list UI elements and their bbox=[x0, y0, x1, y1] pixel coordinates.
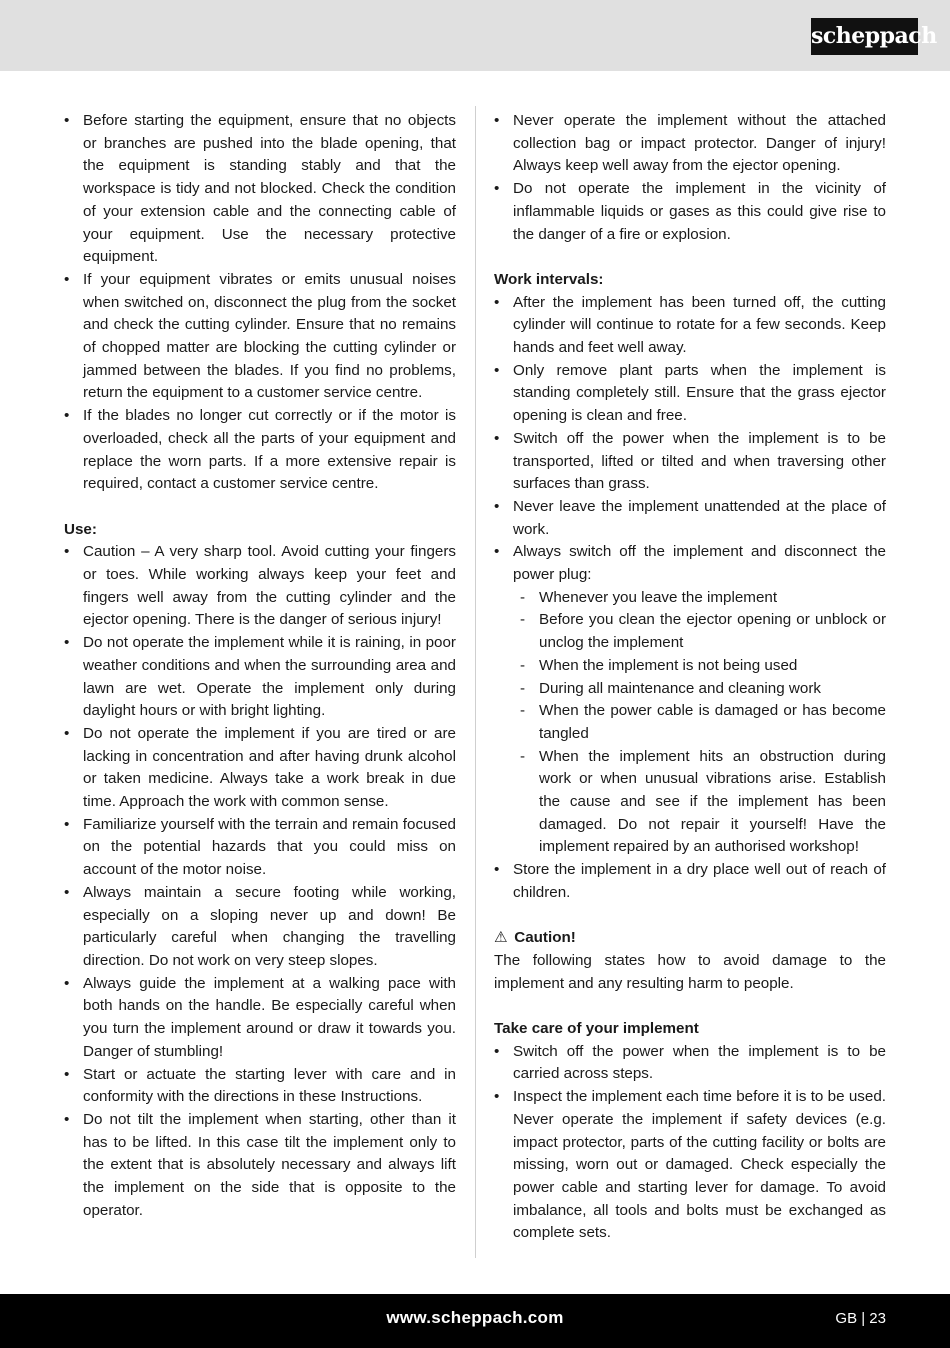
switch-off-item bbox=[494, 541, 886, 859]
list-item: • Never operate the implement without the attached collection bag or impact protector. Danger of injury! Always keep well away from the ejector opening. bbox=[494, 110, 886, 178]
right-column bbox=[494, 110, 886, 1245]
caution-text: The following states how to avoid damage to the implement and any resulting harm to people. bbox=[494, 951, 886, 992]
work-intervals-heading: Work intervals: bbox=[494, 270, 604, 288]
sub-list-item: - Before you clean the ejector opening or unblock or unclog the implement bbox=[513, 609, 886, 654]
sub-list-item: - When the implement hits an obstruction during work or when unusual vibrations arise. Establish the cause and see if the implement has been damaged. Do not repair it yourself! Have the implement repaired by an authorised workshop! bbox=[513, 746, 886, 860]
list-item: • Always maintain a secure footing while working, especially on a sloping never up and down! Be particularly careful when changing the travelling direction. Do not work on very steep slopes. bbox=[64, 882, 456, 973]
intro-list-right bbox=[494, 110, 886, 246]
list-item: • Do not tilt the implement when starting, other than it has to be lifted. In this case tilt the implement only to the extent that is absolutely necessary and always lift the implement on the side that is opposite to the operator. bbox=[64, 1109, 456, 1223]
intro-list-left bbox=[64, 110, 456, 496]
list-item: • After the implement has been turned off, the cutting cylinder will continue to rotate for a few seconds. Keep hands and feet well away. bbox=[494, 292, 886, 360]
scheppach-logo: scheppach bbox=[811, 18, 918, 55]
list-item: • Always guide the implement at a walking pace with both hands on the handle. Be especially careful when you turn the implement around or draw it towards you. Danger of stumbling! bbox=[64, 973, 456, 1064]
switch-off-sublist bbox=[513, 587, 886, 859]
list-item: • Switch off the power when the implement is to be transported, lifted or tilted and when traversing other surfaces than grass. bbox=[494, 428, 886, 496]
list-item: • Do not operate the implement while it is raining, in poor weather conditions and when the surrounding area and lawn are wet. Operate the implement only during daylight hours or with bright lighting. bbox=[64, 632, 456, 723]
list-item: • Caution – A very sharp tool. Avoid cutting your fingers or toes. While working always keep your feet and fingers well away from the cutting cylinder and the ejector opening. There is the danger of serious injury! bbox=[64, 541, 456, 632]
sub-list-item: - When the power cable is damaged or has become tangled bbox=[513, 700, 886, 745]
sub-list-item: - When the implement is not being used bbox=[513, 655, 886, 678]
warning-triangle-icon: ⚠ bbox=[494, 929, 508, 947]
list-item: • Store the implement in a dry place well out of reach of children. bbox=[494, 859, 886, 904]
footer-bar bbox=[0, 1294, 950, 1348]
list-item: • Start or actuate the starting lever with care and in conformity with the directions in these Instructions. bbox=[64, 1064, 456, 1109]
list-item: • Inspect the implement each time before it is to be used. Never operate the implement if safety devices (e.g. impact protector, parts of the cutting facility or bolts are missing, worn out or damaged. Check especially the power cable and starting lever for damage. To avoid imbalance, all tools and bolts must be exchanged as complete sets. bbox=[494, 1086, 886, 1245]
list-item: • Do not operate the implement if you are tired or are lacking in concentration and after having drunk alcohol or taken medicine. Always take a work break in due time. Approach the work with common sense. bbox=[64, 723, 456, 814]
list-item: • Switch off the power when the implement is to be carried across steps. bbox=[494, 1041, 886, 1086]
sub-list-item: - During all maintenance and cleaning work bbox=[513, 678, 886, 701]
header-band bbox=[0, 0, 950, 71]
page-number: GB | 23 bbox=[835, 1310, 886, 1327]
footer-url: www.scheppach.com bbox=[386, 1308, 564, 1327]
list-item: • If the blades no longer cut correctly or if the motor is overloaded, check all the parts of your equipment and replace the worn parts. If a more extensive repair is required, contact a customer service centre. bbox=[64, 405, 456, 496]
left-column bbox=[64, 110, 456, 1222]
list-item: • Only remove plant parts when the implement is standing completely still. Ensure that the grass ejector opening is clean and free. bbox=[494, 360, 886, 428]
switch-off-text: Always switch off the implement and disconnect the power plug: bbox=[513, 543, 886, 584]
list-item: • Familiarize yourself with the terrain and remain focused on the potential hazards that you could miss on account of the motor noise. bbox=[64, 814, 456, 882]
column-divider bbox=[475, 106, 476, 1258]
care-list bbox=[494, 1041, 886, 1245]
use-heading: Use: bbox=[64, 520, 97, 538]
work-intervals-list bbox=[494, 292, 886, 905]
caution-label: Caution! bbox=[514, 929, 576, 947]
caution-heading bbox=[494, 927, 886, 950]
sub-list-item: - Whenever you leave the implement bbox=[513, 587, 886, 610]
care-heading: Take care of your implement bbox=[494, 1020, 699, 1038]
list-item: • Never leave the implement unattended at the place of work. bbox=[494, 496, 886, 541]
list-item: • Before starting the equipment, ensure that no objects or branches are pushed into the blade opening, that the equipment is standing stably and that the workspace is tidy and not blocked. Check the condition of your extension cable and the connecting cable of your equipment. Use the necessary protective equipment. bbox=[64, 110, 456, 269]
list-item: • Do not operate the implement in the vicinity of inflammable liquids or gases as this could give rise to the danger of a fire or explosion. bbox=[494, 178, 886, 246]
use-list bbox=[64, 541, 456, 1222]
list-item: • If your equipment vibrates or emits unusual noises when switched on, disconnect the plug from the socket and check the cutting cylinder. Ensure that no remains of chopped matter are blocking the cutting cylinder or jammed between the blades. If you find no problems, return the equipment to a customer service centre. bbox=[64, 269, 456, 405]
